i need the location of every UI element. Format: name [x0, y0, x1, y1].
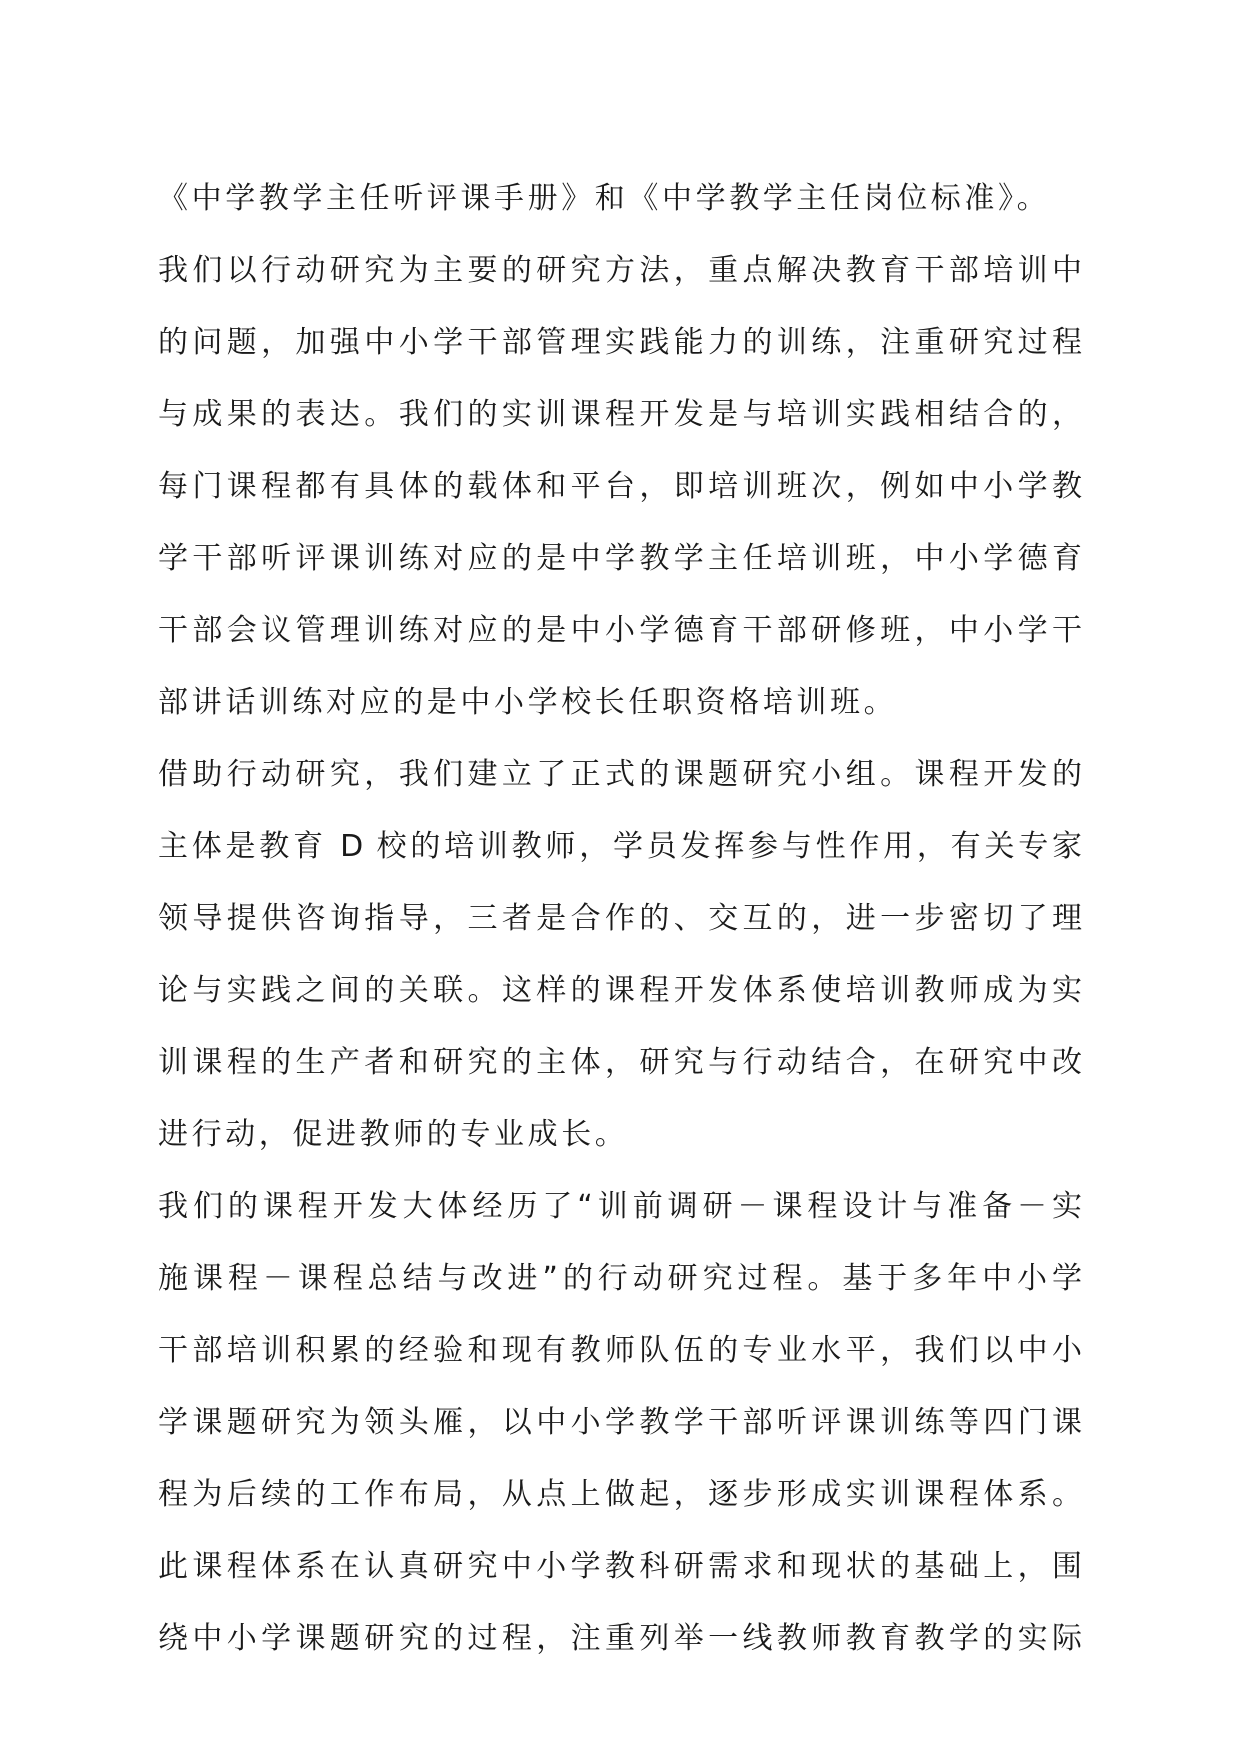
text-line: 每门课程都有具体的载体和平台，即培训班次，例如中小学教 — [158, 469, 1082, 504]
text-line: 我们以行动研究为主要的研究方法，重点解决教育干部培训中 — [158, 253, 1082, 288]
text-line: 干部培训积累的经验和现有教师队伍的专业水平，我们以中小 — [158, 1333, 1082, 1368]
text-line: 训课程的生产者和研究的主体，研究与行动结合，在研究中改 — [158, 1045, 1082, 1080]
text-line: 施课程－课程总结与改进”的行动研究过程。基于多年中小学 — [158, 1261, 1082, 1296]
text-line: 干部会议管理训练对应的是中小学德育干部研修班，中小学干 — [158, 613, 1082, 648]
text-line: 此课程体系在认真研究中小学教科研需求和现状的基础上，围 — [158, 1549, 1082, 1584]
text-line: 论与实践之间的关联。这样的课程开发体系使培训教师成为实 — [158, 973, 1082, 1008]
text-line: 绕中小学课题研究的过程，注重列举一线教师教育教学的实际 — [158, 1621, 1082, 1656]
text-line: 《中学教学主任听评课手册》和《中学教学主任岗位标准》。 — [158, 181, 1051, 216]
text-line: 程为后续的工作布局，从点上做起，逐步形成实训课程体系。 — [158, 1477, 1082, 1512]
text-line: 的问题，加强中小学干部管理实践能力的训练，注重研究过程 — [158, 325, 1082, 360]
text-line: 进行动，促进教师的专业成长。 — [158, 1117, 629, 1152]
text-line: 学干部听评课训练对应的是中学教学主任培训班，中小学德育 — [158, 541, 1082, 576]
text-line: 主体是教育 D 校的培训教师，学员发挥参与性作用，有关专家 — [158, 829, 1082, 864]
text-line: 与成果的表达。我们的实训课程开发是与培训实践相结合的， — [158, 397, 1082, 432]
text-line: 部讲话训练对应的是中小学校长任职资格培训班。 — [158, 685, 898, 720]
text-line: 学课题研究为领头雁，以中小学教学干部听评课训练等四门课 — [158, 1405, 1082, 1440]
text-line: 借助行动研究，我们建立了正式的课题研究小组。课程开发的 — [158, 757, 1082, 792]
text-line: 领导提供咨询指导，三者是合作的、交互的，进一步密切了理 — [158, 901, 1082, 936]
body-text — [158, 163, 1082, 1675]
text-line: 我们的课程开发大体经历了“训前调研－课程设计与准备－实 — [158, 1189, 1082, 1224]
